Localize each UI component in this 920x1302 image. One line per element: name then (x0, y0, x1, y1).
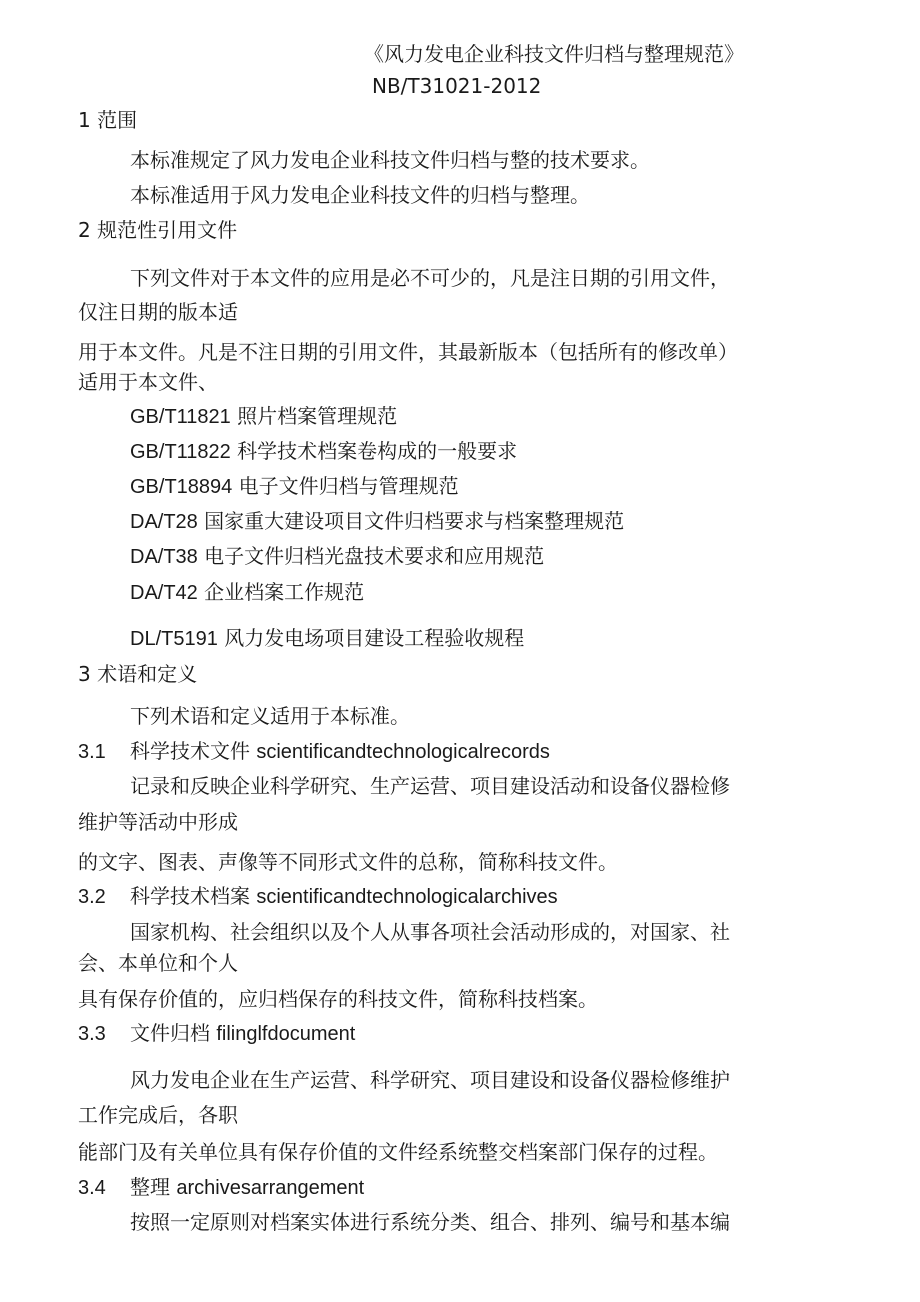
reference-item (130, 474, 459, 499)
term-chinese: 整理 (130, 1175, 170, 1199)
term-definition-line: 记录和反映企业科学研究、生产运营、项目建设活动和设备仪器检修 (130, 774, 730, 798)
reference-code: DA/T42 (130, 582, 198, 604)
term-heading (78, 884, 558, 909)
section-2-paragraph-line: 下列文件对于本文件的应用是必不可少的，凡是注日期的引用文件， (130, 266, 730, 290)
reference-code: DA/T38 (130, 546, 198, 568)
term-definition-line: 国家机构、社会组织以及个人从事各项社会活动形成的，对国家、社 (130, 920, 730, 944)
term-heading (78, 739, 550, 764)
term-number: 3.1 (78, 741, 106, 763)
term-number: 3.3 (78, 1023, 106, 1045)
reference-item (130, 544, 544, 569)
reference-title: 国家重大建设项目文件归档要求与档案整理规范 (204, 509, 625, 533)
term-number: 3.2 (78, 886, 106, 908)
term-definition-line: 能部门及有关单位具有保存价值的文件经系统整交档案部门保存的过程。 (78, 1140, 718, 1164)
term-heading (78, 1021, 355, 1046)
term-definition-line: 会、本单位和个人 (78, 951, 238, 975)
reference-title: 风力发电场项目建设工程验收规程 (224, 626, 525, 650)
section-2-paragraph-line: 适用于本文件、 (78, 370, 218, 394)
term-chinese: 科学技术档案 (130, 884, 250, 908)
reference-item (130, 439, 517, 464)
term-number: 3.4 (78, 1177, 106, 1199)
reference-item (130, 404, 397, 429)
term-english: scientificandtechnologicalrecords (256, 741, 550, 763)
term-english: scientificandtechnologicalarchives (256, 886, 558, 908)
reference-title: 企业档案工作规范 (204, 580, 365, 604)
reference-title: 科学技术档案卷构成的一般要求 (237, 439, 518, 463)
reference-title: 电子文件归档光盘技术要求和应用规范 (204, 544, 545, 568)
reference-title: 电子文件归档与管理规范 (238, 474, 459, 498)
term-definition-line: 维护等活动中形成 (78, 810, 238, 834)
reference-item (130, 509, 624, 534)
term-chinese: 科学技术文件 (130, 739, 250, 763)
reference-item (130, 580, 364, 605)
reference-code: GB/T18894 (130, 476, 233, 498)
term-english: archivesarrangement (176, 1177, 365, 1199)
reference-item (130, 626, 524, 651)
section-1-heading: 1 范围 (78, 108, 138, 132)
section-3-heading: 3 术语和定义 (78, 662, 198, 686)
term-definition-line: 具有保存价值的，应归档保存的科技文件，简称科技档案。 (78, 987, 598, 1011)
section-2-paragraph-line: 用于本文件。凡是不注日期的引用文件，其最新版本（包括所有的修改单） (78, 340, 738, 364)
reference-code: GB/T11821 (130, 406, 231, 428)
term-definition-line: 风力发电企业在生产运营、科学研究、项目建设和设备仪器检修维护 (130, 1068, 730, 1092)
reference-code: DA/T28 (130, 511, 198, 533)
term-definition-line: 按照一定原则对档案实体进行系统分类、组合、排列、编号和基本编 (130, 1210, 730, 1234)
reference-title: 照片档案管理规范 (237, 404, 398, 428)
document-title: 《风力发电企业科技文件归档与整理规范》 (364, 42, 744, 66)
term-english: filinglfdocument (216, 1023, 356, 1045)
section-1-paragraph-1: 本标准规定了风力发电企业科技文件归档与整的技术要求。 (130, 148, 650, 172)
standard-code: NB/T31021-2012 (372, 74, 542, 98)
term-heading (78, 1175, 364, 1200)
term-definition-line: 工作完成后，各职 (78, 1103, 238, 1127)
section-2-paragraph-line: 仅注日期的版本适 (78, 300, 238, 324)
term-chinese: 文件归档 (130, 1021, 210, 1045)
reference-code: GB/T11822 (130, 441, 231, 463)
reference-code: DL/T5191 (130, 628, 218, 650)
section-2-heading: 2 规范性引用文件 (78, 218, 238, 242)
section-3-intro: 下列术语和定义适用于本标准。 (130, 704, 410, 728)
term-definition-line: 的文字、图表、声像等不同形式文件的总称，简称科技文件。 (78, 850, 618, 874)
section-1-paragraph-2: 本标准适用于风力发电企业科技文件的归档与整理。 (130, 183, 590, 207)
